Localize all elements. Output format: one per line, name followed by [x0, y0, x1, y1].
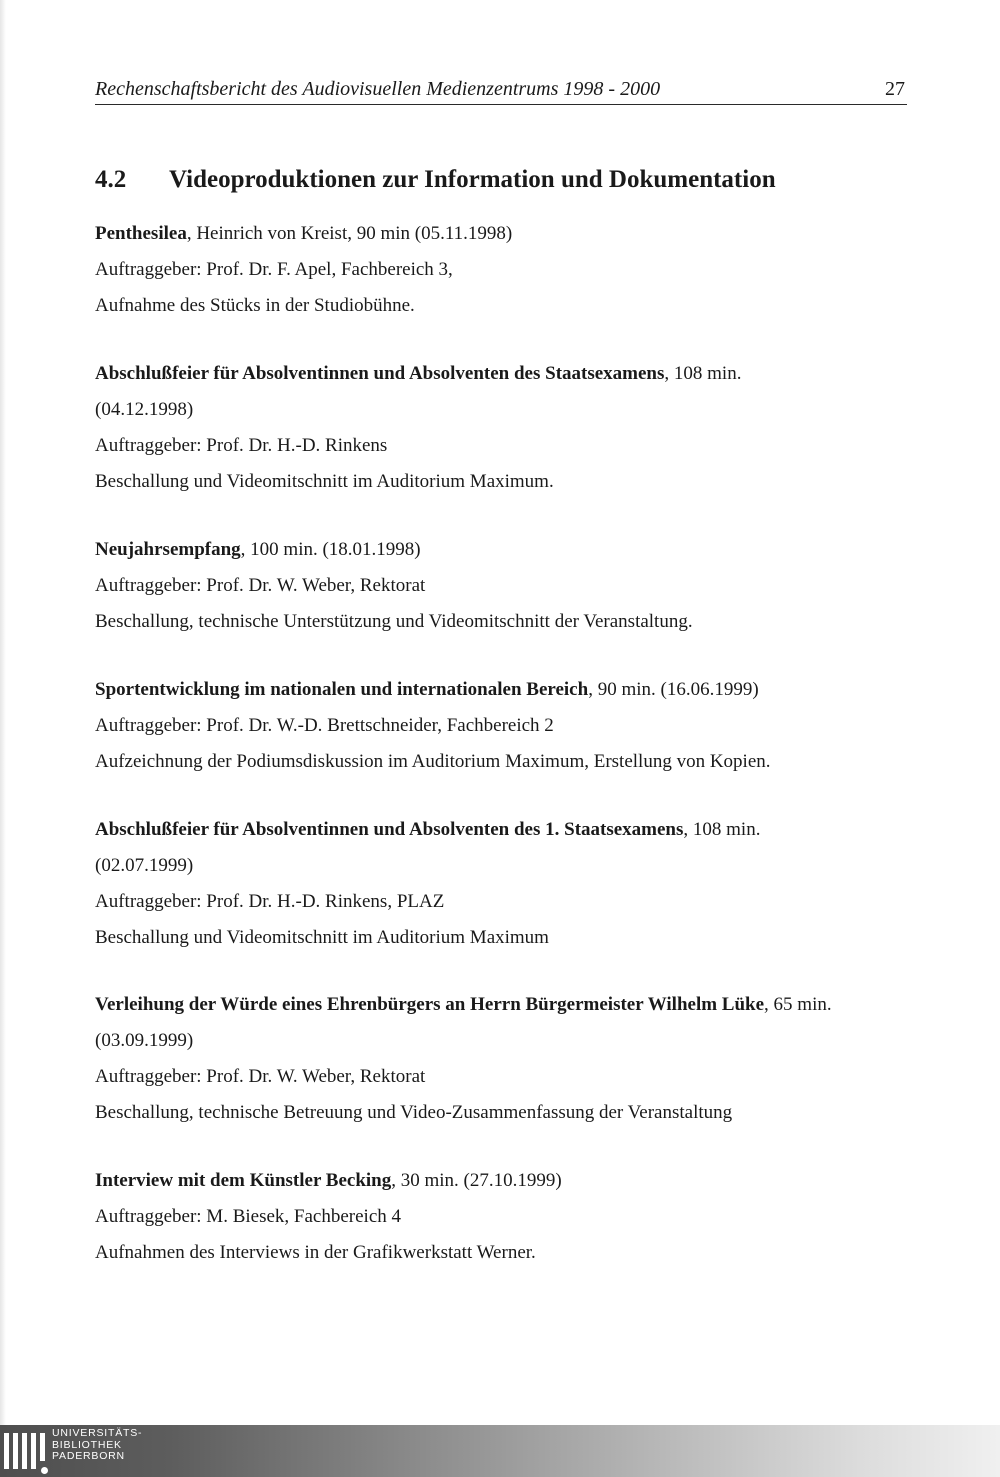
entry-details: , 90 min. (16.06.1999): [588, 679, 759, 700]
entry-description: Beschallung und Videomitschnitt im Auditorium Maximum.: [95, 471, 554, 492]
entry-title: Interview mit dem Künstler Becking: [95, 1170, 392, 1191]
logo-line: PADERBORN: [52, 1450, 125, 1462]
production-entry: [95, 532, 915, 640]
section-title: Videoproduktionen zur Information und Dokumentation: [169, 166, 776, 193]
entry-client: Auftraggeber: Prof. Dr. H.-D. Rinkens: [95, 435, 388, 456]
entry-date: (04.12.1998): [95, 399, 194, 420]
entry-title: Abschlußfeier für Absolventinnen und Absolventen des Staatsexamens: [95, 363, 665, 384]
entry-client: Auftraggeber: Prof. Dr. F. Apel, Fachbereich 3,: [95, 259, 453, 280]
entry-heading-line: [95, 1163, 915, 1199]
page-number: 27: [885, 78, 905, 100]
entry-title: Sportentwicklung im nationalen und internationalen Bereich: [95, 679, 589, 700]
library-logo-icon: [4, 1433, 44, 1473]
production-entry: [95, 672, 915, 780]
entry-title: Abschlußfeier für Absolventinnen und Absolventen des 1. Staatsexamens: [95, 819, 684, 840]
entry-client: Auftraggeber: Prof. Dr. W. Weber, Rektorat: [95, 575, 426, 596]
section-heading: [95, 166, 776, 194]
production-entry: [95, 216, 915, 324]
entry-description: Aufnahme des Stücks in der Studiobühne.: [95, 295, 415, 316]
entry-date: (03.09.1999): [95, 1030, 194, 1051]
entry-description: Beschallung, technische Unterstützung und Videomitschnitt der Veranstaltung.: [95, 611, 693, 632]
entry-client: Auftraggeber: Prof. Dr. W.-D. Brettschneider, Fachbereich 2: [95, 715, 554, 736]
entry-details: , 108 min.: [683, 819, 761, 840]
library-logo-text: [52, 1428, 142, 1463]
library-logo: [0, 1425, 160, 1477]
entry-description: Aufzeichnung der Podiumsdiskussion im Auditorium Maximum, Erstellung von Kopien.: [95, 751, 771, 772]
production-entry: [95, 987, 915, 1131]
entry-client: Auftraggeber: Prof. Dr. W. Weber, Rektorat: [95, 1066, 426, 1087]
entry-heading-line: [95, 812, 915, 848]
page-edge-shadow: [0, 0, 6, 1477]
entry-details: , 30 min. (27.10.1999): [391, 1170, 562, 1191]
entry-heading-line: [95, 672, 915, 708]
entry-details: , 100 min. (18.01.1998): [240, 539, 421, 560]
entry-title: Neujahrsempfang: [95, 539, 241, 560]
running-header-title: Rechenschaftsbericht des Audiovisuellen Medienzentrums 1998 - 2000: [95, 78, 661, 100]
entry-description: Aufnahmen des Interviews in der Grafikwerkstatt Werner.: [95, 1242, 536, 1263]
entry-details: , 65 min.: [764, 994, 832, 1015]
logo-line: BIBLIOTHEK: [52, 1438, 122, 1451]
entry-heading-line: [95, 532, 915, 568]
entry-heading-line: [95, 216, 915, 252]
entry-date: (02.07.1999): [95, 855, 194, 876]
entry-title: Verleihung der Würde eines Ehrenbürgers an Herrn Bürgermeister Wilhelm Lüke: [95, 994, 765, 1015]
entry-description: Beschallung und Videomitschnitt im Auditorium Maximum: [95, 927, 549, 948]
entry-heading-line: [95, 356, 915, 392]
production-entry: [95, 1163, 915, 1271]
entry-client: Auftraggeber: Prof. Dr. H.-D. Rinkens, PLAZ: [95, 891, 445, 912]
entry-heading-line: [95, 987, 915, 1023]
entry-details: , Heinrich von Kreist, 90 min (05.11.1998): [186, 223, 513, 244]
logo-line: UNIVERSITÄTS-: [52, 1427, 143, 1439]
section-number: 4.2: [95, 166, 127, 193]
running-header: [95, 76, 907, 105]
entry-details: , 108 min.: [664, 363, 742, 384]
production-entry: [95, 356, 915, 500]
production-entry: [95, 812, 915, 956]
entry-client: Auftraggeber: M. Biesek, Fachbereich 4: [95, 1206, 402, 1227]
entry-description: Beschallung, technische Betreuung und Video-Zusammenfassung der Veranstaltung: [95, 1102, 733, 1123]
entry-title: Penthesilea: [95, 223, 187, 244]
